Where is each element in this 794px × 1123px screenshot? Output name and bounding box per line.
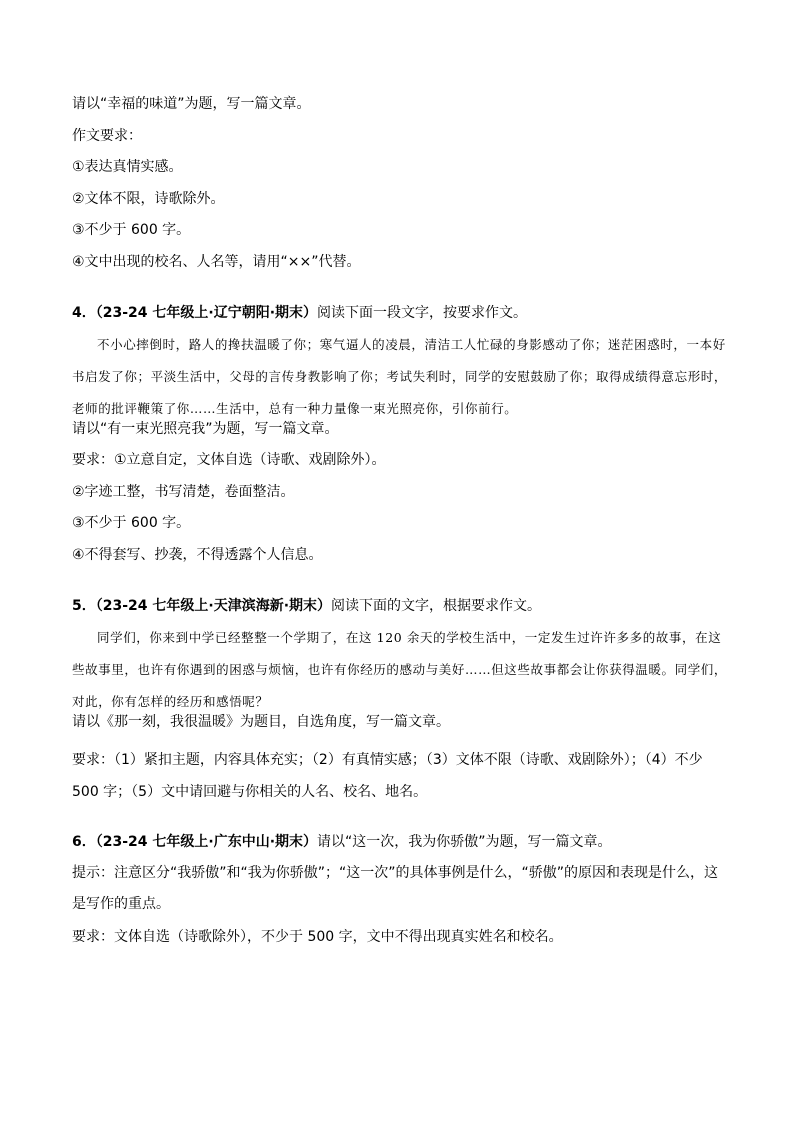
- question-6: [72, 834, 732, 945]
- question-source: （23-24 七年级上·广东中山·期末）: [95, 834, 318, 850]
- requirements-text: 要求：（1）紧扣主题，内容具体充实；（2）有真情实感；（3）文体不限（诗歌、戏剧除外）；（4）不少 500 字；（5）文中请回避与你相关的人名、校名、地名。: [72, 752, 703, 800]
- question-5: [72, 598, 732, 808]
- question-header: [72, 305, 732, 321]
- question-number: 6．: [72, 834, 96, 850]
- question-source: （23-24 七年级上·辽宁朝阳·期末）: [95, 305, 318, 321]
- requirement-item: 要求：①立意自定，文体自选（诗歌、戏剧除外）。: [72, 452, 386, 468]
- title-line: 请以“有一束光照亮我”为题，写一篇文章。: [72, 420, 339, 437]
- reading-passage: 不小心摔倒时，路人的搀扶温暖了你；寒气逼人的凌晨，清洁工人忙碌的身影感动了你；迷茫困惑时，一本好书启发了你；平淡生活中，父母的言传身教影响了你；考试失利时，同学的安慰鼓励了你；取得成绩得意忘形时，老师的批评鞭策了你……生活中，总有一种力量像一束光照亮你，引你前行。: [72, 336, 728, 416]
- question-instruction: 阅读下面的文字，根据要求作文。: [331, 598, 542, 614]
- question-source: （23-24 七年级上·天津滨海新·期末）: [95, 598, 332, 614]
- requirement-item: ②文体不限，诗歌除外。: [72, 190, 225, 207]
- question-instruction: 阅读下面一段文字，按要求作文。: [317, 305, 528, 321]
- question-header: [72, 834, 732, 850]
- question-4: [72, 305, 732, 563]
- requirement-item: ①表达真情实感。: [72, 159, 183, 175]
- question-instruction: 请以“这一次，我为你骄傲”为题，写一篇文章。: [317, 834, 612, 850]
- requirement-item: ②字迹工整，书写清楚，卷面整洁。: [72, 483, 295, 500]
- requirements-label: 作文要求：: [72, 127, 142, 144]
- requirements-text: 要求：文体自选（诗歌除外），不少于 500 字，文中不得出现真实姓名和校名。: [72, 928, 563, 945]
- title-line: 请以《那一刻，我很温暖》为题目，自选角度，写一篇文章。: [72, 713, 450, 730]
- requirement-item: ④文中出现的校名、人名等，请用“××”代替。: [72, 253, 361, 270]
- section-top: [72, 96, 732, 270]
- question-number: 5．: [72, 598, 96, 614]
- document-page: [72, 96, 732, 960]
- requirement-item: ③不少于 600 字。: [72, 222, 191, 238]
- title-line: 请以“幸福的味道”为题，写一篇文章。: [72, 96, 311, 112]
- requirement-item: ③不少于 600 字。: [72, 515, 191, 531]
- question-number: 4．: [72, 305, 96, 321]
- reading-passage: 同学们，你来到中学已经整整一个学期了，在这 120 余天的学校生活中，一定发生过许许多多的故事，在这些故事里，也许有你遇到的困惑与烦恼，也许有你经历的感动与美好……但这些故事都会让你获得温暖。同学们，对此，你有怎样的经历和感悟呢？: [72, 629, 728, 709]
- hint-text: 提示：注意区分“我骄傲”和“我为你骄傲”；“这一次”的具体事例是什么，“骄傲”的原因和表现是什么，这是写作的重点。: [72, 864, 719, 912]
- requirement-item: ④不得套写、抄袭，不得透露个人信息。: [72, 546, 323, 563]
- question-header: [72, 598, 732, 614]
